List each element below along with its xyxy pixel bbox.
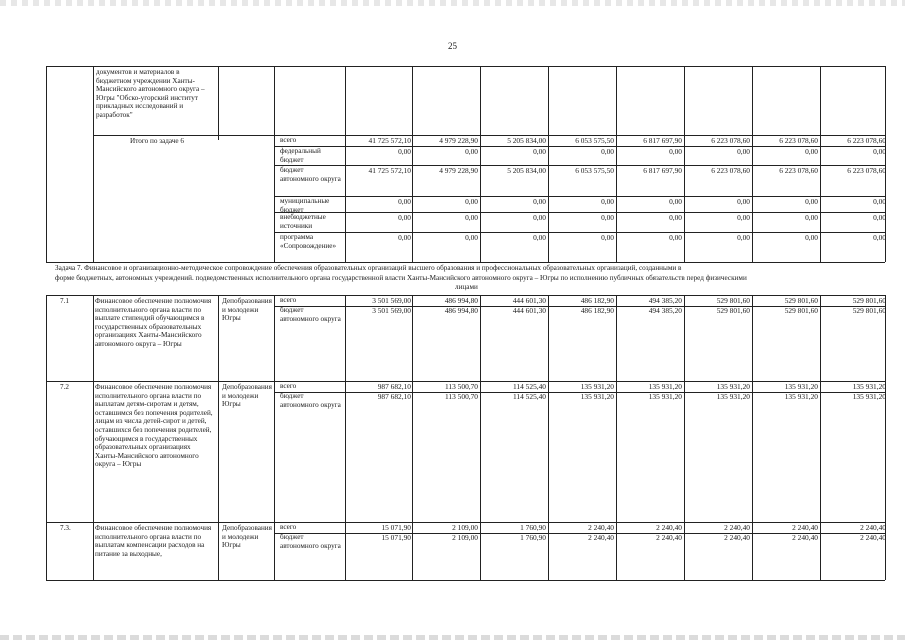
item-value: 15 071,90 (381, 533, 411, 542)
table-rule (274, 381, 275, 522)
task6-total-label: Итого по задаче 6 (130, 137, 185, 145)
table-rule (46, 295, 47, 381)
task7-heading-line: форме бюджетных, автономных учреждений. подведомственных исполнительного органа государственной власти Ханты-Мансийского автономного округа – Югры по исполнению публичных обязательств перед физическими (55, 273, 747, 282)
item-executor: Депобразования и молодежи Югры (222, 297, 272, 323)
item-value: 2 240,40 (792, 533, 818, 542)
task6-source-label: всего (280, 136, 297, 144)
table-rule (274, 295, 275, 381)
item-value: 486 182,90 (580, 306, 614, 315)
task6-value: 0,00 (805, 197, 818, 206)
task6-value: 0,00 (669, 233, 682, 242)
task6-value: 0,00 (465, 197, 478, 206)
item-source-label: всего (280, 523, 297, 531)
task6-value: 0,00 (533, 213, 546, 222)
item-number: 7.2 (60, 383, 69, 391)
task6-value: 5 205 834,00 (507, 166, 546, 175)
task6-value: 0,00 (601, 233, 614, 242)
task6-value: 0,00 (398, 197, 411, 206)
task6-value: 4 979 228,90 (439, 136, 478, 145)
table-rule (46, 381, 47, 522)
task6-source-label: бюджет автономного округа (280, 166, 341, 183)
task6-value: 41 725 572,10 (368, 136, 411, 145)
item-value: 2 240,40 (860, 533, 886, 542)
table-rule (885, 381, 886, 522)
item-value: 135 931,20 (852, 392, 886, 401)
item-value: 135 931,20 (580, 382, 614, 391)
item-value: 114 525,40 (513, 382, 546, 391)
table-rule (46, 580, 885, 581)
item-value: 2 240,40 (588, 523, 614, 532)
task6-value: 0,00 (533, 197, 546, 206)
item-value: 2 240,40 (792, 523, 818, 532)
item-value: 529 801,60 (852, 296, 886, 305)
task6-value: 0,00 (669, 197, 682, 206)
item-value: 135 931,20 (716, 392, 750, 401)
item-value: 113 500,70 (445, 392, 478, 401)
item-source-label: бюджет автономного округа (280, 533, 341, 550)
task7-heading-line: лицами (455, 283, 478, 291)
item-value: 3 501 569,00 (372, 296, 411, 305)
item-source-label: бюджет автономного округа (280, 392, 341, 409)
item-value: 135 931,20 (852, 382, 886, 391)
task6-value: 6 053 575,50 (575, 136, 614, 145)
item-number: 7.3. (60, 524, 71, 532)
item-source-label: бюджет автономного округа (280, 306, 341, 323)
task6-value: 0,00 (737, 233, 750, 242)
table-rule (218, 381, 219, 522)
task6-value: 6 817 697,90 (643, 136, 682, 145)
item-value: 113 500,70 (445, 382, 478, 391)
intro-text: документов и материалов в бюджетном учреждении Ханты-Мансийского автономного округа – Югры "Обско-угорский институт прикладных исследований и разработок" (96, 68, 205, 119)
task6-value: 4 979 228,90 (439, 166, 478, 175)
task7-heading-line: Задача 7. Финансовое и организационно-методическое сопровождение обеспечения образовательных организаций высшего образования и профессиональных образовательных организаций, созданными в (55, 264, 682, 272)
item-value: 987 682,10 (377, 382, 411, 391)
task6-value: 6 817 697,90 (643, 166, 682, 175)
task6-source-label: внебюджетные источники (280, 213, 326, 230)
task6-value: 0,00 (533, 233, 546, 242)
task6-source-label: муниципальные бюджет (280, 197, 330, 214)
task6-value: 0,00 (465, 147, 478, 156)
task6-value: 0,00 (737, 147, 750, 156)
item-value: 1 760,90 (520, 523, 546, 532)
task6-value: 0,00 (533, 147, 546, 156)
task6-source-label: программа «Сопровождение» (280, 233, 337, 250)
item-value: 2 240,40 (724, 533, 750, 542)
task6-source-label: федеральный бюджет (280, 147, 321, 164)
task6-value: 41 725 572,10 (368, 166, 411, 175)
item-value: 135 931,20 (648, 382, 682, 391)
task6-value: 0,00 (465, 233, 478, 242)
task6-value: 6 223 078,60 (779, 136, 818, 145)
task6-value: 0,00 (601, 147, 614, 156)
scan-top-edge (0, 0, 905, 6)
item-value: 2 109,00 (452, 523, 478, 532)
task6-value: 6 223 078,60 (847, 136, 886, 145)
task6-value: 0,00 (805, 233, 818, 242)
item-value: 529 801,60 (716, 296, 750, 305)
item-value: 135 931,20 (648, 392, 682, 401)
task6-value: 5 205 834,00 (507, 136, 546, 145)
task6-value: 0,00 (601, 197, 614, 206)
task6-value: 6 223 078,60 (711, 166, 750, 175)
table-rule (345, 381, 346, 522)
task6-value: 0,00 (805, 147, 818, 156)
item-value: 135 931,20 (716, 382, 750, 391)
item-value: 2 240,40 (724, 523, 750, 532)
task6-value: 6 223 078,60 (847, 166, 886, 175)
table-rule (820, 381, 821, 522)
item-value: 529 801,60 (784, 296, 818, 305)
task6-value: 0,00 (873, 213, 886, 222)
item-value: 135 931,20 (784, 392, 818, 401)
table-rule (616, 381, 617, 522)
table-rule (93, 522, 94, 580)
item-value: 114 525,40 (513, 392, 546, 401)
item-value: 486 994,80 (444, 296, 478, 305)
item-source-label: всего (280, 296, 297, 304)
item-value: 486 182,90 (580, 296, 614, 305)
item-value: 15 071,90 (381, 523, 411, 532)
table-rule (46, 262, 885, 263)
table-rule (684, 381, 685, 522)
item-value: 135 931,20 (580, 392, 614, 401)
item-source-label: всего (280, 382, 297, 390)
item-value: 494 385,20 (648, 296, 682, 305)
item-value: 2 240,40 (656, 523, 682, 532)
task6-value: 0,00 (669, 147, 682, 156)
table-rule (274, 522, 275, 580)
item-description: Финансовое обеспечение полномочия исполнительного органа власти по выплатам компенсации расходов на питание за выходные, (95, 524, 212, 558)
task6-value: 0,00 (398, 213, 411, 222)
item-value: 2 240,40 (656, 533, 682, 542)
item-value: 444 601,30 (512, 306, 546, 315)
item-value: 529 801,60 (784, 306, 818, 315)
table-rule (93, 381, 94, 522)
item-number: 7.1 (60, 297, 69, 305)
table-rule (93, 295, 94, 381)
item-value: 529 801,60 (716, 306, 750, 315)
task6-value: 0,00 (601, 213, 614, 222)
task6-value: 0,00 (398, 147, 411, 156)
table-rule (752, 381, 753, 522)
table-rule (480, 381, 481, 522)
item-description: Финансовое обеспечение полномочия исполнительного органа власти по выплатам детям-сиротам и детям, оставшимся без попечения родителей, лицам из числа детей-сирот и детей, оставшихся без попечения родителей, обучающимся в государственных образовательных организациях Ханты-Мансийского автономного округа – Югры (95, 383, 213, 469)
item-value: 987 682,10 (377, 392, 411, 401)
scan-bottom-edge (0, 635, 905, 640)
item-value: 2 109,00 (452, 533, 478, 542)
table-rule (548, 381, 549, 522)
task6-value: 0,00 (805, 213, 818, 222)
task6-value: 0,00 (398, 233, 411, 242)
table-rule (412, 381, 413, 522)
task6-value: 0,00 (737, 213, 750, 222)
task6-value: 6 223 078,60 (779, 166, 818, 175)
table-rule (46, 66, 47, 262)
item-value: 2 240,40 (588, 533, 614, 542)
task6-value: 0,00 (873, 147, 886, 156)
item-executor: Депобразования и молодежи Югры (222, 383, 272, 409)
table-rule (218, 66, 219, 140)
item-value: 494 385,20 (648, 306, 682, 315)
item-value: 1 760,90 (520, 533, 546, 542)
table-rule (218, 295, 219, 381)
table-rule (46, 522, 47, 580)
table-rule (218, 522, 219, 580)
task6-value: 0,00 (669, 213, 682, 222)
item-executor: Депобразования и молодежи Югры (222, 524, 272, 550)
task6-value: 6 223 078,60 (711, 136, 750, 145)
task6-value: 6 053 575,50 (575, 166, 614, 175)
table-rule (46, 66, 885, 67)
task6-value: 0,00 (873, 233, 886, 242)
item-description: Финансовое обеспечение полномочия исполнительного органа власти по выплате стипендий обучающимся в государственных образовательных организациях Ханты-Мансийского автономного округа – Югры (95, 297, 212, 348)
item-value: 3 501 569,00 (372, 306, 411, 315)
table-rule (93, 66, 94, 262)
item-value: 529 801,60 (852, 306, 886, 315)
item-value: 2 240,40 (860, 523, 886, 532)
task6-value: 0,00 (737, 197, 750, 206)
item-value: 444 601,30 (512, 296, 546, 305)
item-value: 486 994,80 (444, 306, 478, 315)
task6-value: 0,00 (873, 197, 886, 206)
task6-value: 0,00 (465, 213, 478, 222)
page-number: 25 (448, 41, 457, 51)
item-value: 135 931,20 (784, 382, 818, 391)
